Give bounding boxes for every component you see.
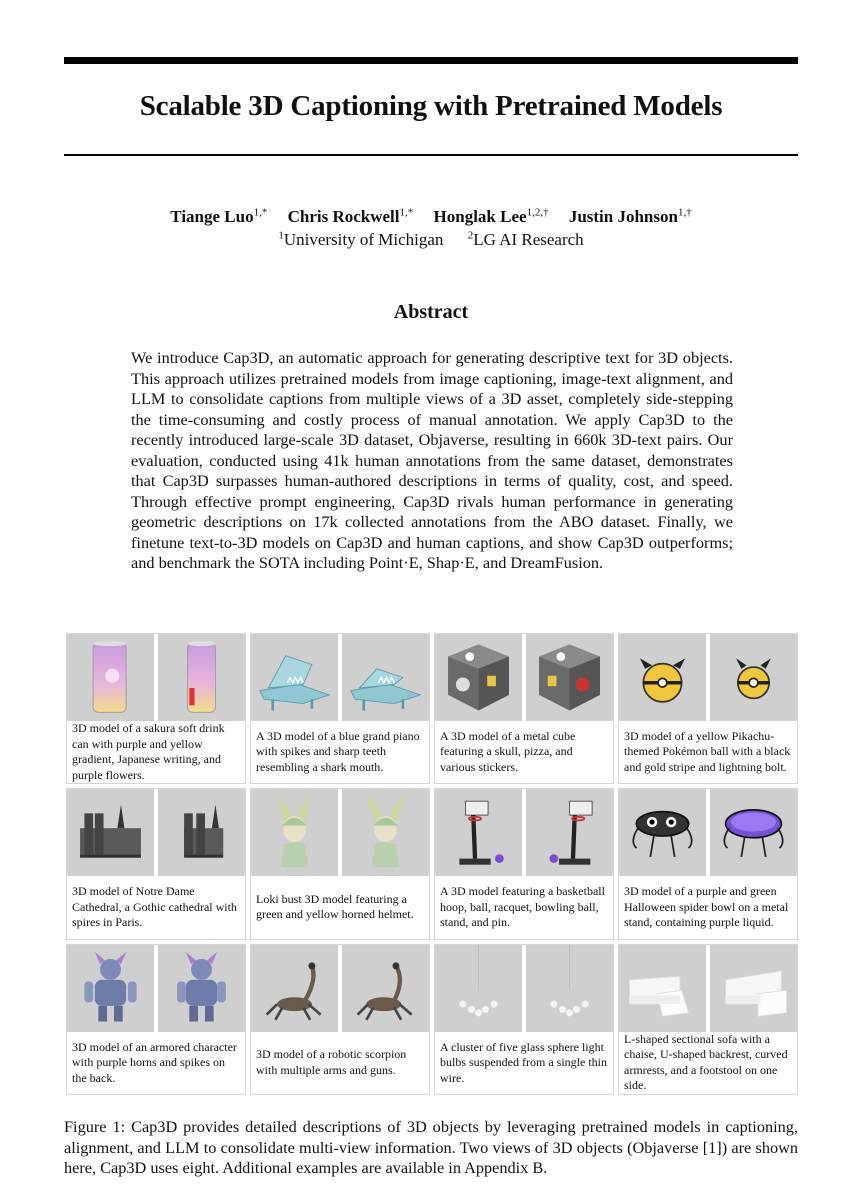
example-views (435, 945, 613, 1032)
figure-example-light-bulbs (434, 944, 614, 1095)
author-list (64, 206, 798, 227)
example-caption: A cluster of five glass sphere light bulbs suspended from a single thin wire. (440, 1039, 607, 1085)
affiliation: $^1$University of Michigan (278, 229, 444, 249)
pokeball-view-1-image (619, 634, 706, 721)
example-caption: 3D model of a yellow Pikachu-themed Pokémon ball with a black and gold stripe and lightning bolt. (624, 729, 791, 774)
figure-example-sticker-cube (434, 633, 614, 784)
author: Tiange Luo$^{1,*}$ (170, 206, 268, 226)
top-rule (64, 57, 798, 64)
sectional-sofa-view-2-image (710, 945, 797, 1032)
soda-can-view-1-image (67, 634, 154, 721)
robot-scorpion-view-2-image (342, 945, 429, 1032)
example-caption: A 3D model of a blue grand piano with spikes and sharp teeth resembling a shark mouth. (256, 729, 420, 774)
shark-piano-view-2-image (342, 634, 429, 721)
figure-example-spider-bowl (618, 788, 798, 939)
figure-caption: Figure 1: Cap3D provides detailed descriptions of 3D objects by leveraging pretrained models in captioning, alignment, and LLM to consolidate multi-view information. Two views of 3D objects (Objaverse [1]) are shown here, Cap3D uses eight. Additional examples are available in Appendix B. (64, 1117, 798, 1177)
author: Chris Rockwell$^{1,*}$ (287, 206, 414, 226)
example-views (435, 789, 613, 876)
example-views (251, 945, 429, 1032)
basketball-hoop-view-2-image (526, 789, 613, 876)
light-bulbs-view-2-image (526, 945, 613, 1032)
example-caption: 3D model of an armored character with purple horns and spikes on the back. (72, 1039, 237, 1085)
affiliation: $^2$LG AI Research (467, 229, 584, 249)
figure-example-basketball-hoop (434, 788, 614, 939)
figure-example-loki-bust (250, 788, 430, 939)
sticker-cube-view-2-image (526, 634, 613, 721)
author: Honglak Lee$^{1,2,\dagger}$ (433, 206, 549, 226)
example-views (67, 634, 245, 721)
example-caption: Loki bust 3D model featuring a green and yellow horned helmet. (256, 892, 414, 922)
shark-piano-view-1-image (251, 634, 338, 721)
abstract-text: We introduce Cap3D, an automatic approach for generating descriptive text for 3D objects. This approach utilizes pretrained models from image captioning, image-text alignment, and LLM to consolidate captions from multiple views of a 3D asset, completely side-stepping the time-consuming and costly process of manual annotation. We apply Cap3D to the recently introduced large-scale 3D dataset, Objaverse, resulting in 660k 3D-text pairs. Our evaluation, conducted using 41k human annotations from the same dataset, demonstrates that Cap3D surpasses human-authored descriptions in terms of quality, cost, and speed. Through effective prompt engineering, Cap3D rivals human performance in generating geometric descriptions on 17k collected annotations from the ABO dataset. Finally, we finetune text-to-3D models on Cap3D and human captions, and show Cap3D outperforms; and benchmark the SOTA including Point·E, Shap·E, and DreamFusion. (131, 348, 733, 572)
example-caption: L-shaped sectional sofa with a chaise, U-shaped backrest, curved armrests, and a footstool on one side. (624, 1032, 788, 1093)
soda-can-view-2-image (158, 634, 245, 721)
abstract-heading: Abstract (393, 301, 469, 323)
sectional-sofa-view-1-image (619, 945, 706, 1032)
example-views (251, 789, 429, 876)
figure-example-shark-piano (250, 633, 430, 784)
figure-example-sectional-sofa (618, 944, 798, 1095)
figure-example-armored-character (66, 944, 246, 1095)
cathedral-view-2-image (158, 789, 245, 876)
example-views (435, 634, 613, 721)
affiliation-list (64, 229, 798, 250)
sticker-cube-view-1-image (435, 634, 522, 721)
robot-scorpion-view-1-image (251, 945, 338, 1032)
figure-example-pokeball (618, 633, 798, 784)
pokeball-view-2-image (710, 634, 797, 721)
example-caption: A 3D model featuring a basketball hoop, ball, racquet, bowling ball, stand, and pin. (440, 884, 605, 930)
title-rule (64, 154, 798, 156)
example-caption: A 3D model of a metal cube featuring a skull, pizza, and various stickers. (440, 729, 576, 774)
loki-bust-view-1-image (251, 789, 338, 876)
paper-title: Scalable 3D Captioning with Pretrained Models (139, 90, 723, 122)
example-views (619, 945, 797, 1032)
figure-example-robot-scorpion (250, 944, 430, 1095)
example-views (619, 634, 797, 721)
loki-bust-view-2-image (342, 789, 429, 876)
figure-example-cathedral (66, 788, 246, 939)
basketball-hoop-view-1-image (435, 789, 522, 876)
example-views (619, 789, 797, 876)
example-caption: 3D model of a robotic scorpion with multiple arms and guns. (256, 1047, 407, 1077)
spider-bowl-view-1-image (619, 789, 706, 876)
example-views (67, 945, 245, 1032)
author: Justin Johnson$^{1,\dagger}$ (568, 206, 692, 226)
example-caption: 3D model of a purple and green Halloween spider bowl on a metal stand, containing purple liquid. (624, 884, 789, 930)
spider-bowl-view-2-image (710, 789, 797, 876)
example-caption: 3D model of a sakura soft drink can with purple and yellow gradient, Japanese writing, and purple flowers. (72, 721, 225, 782)
cathedral-view-1-image (67, 789, 154, 876)
example-caption: 3D model of Notre Dame Cathedral, a Gothic cathedral with spires in Paris. (72, 884, 237, 930)
light-bulbs-view-1-image (435, 945, 522, 1032)
figure-grid (66, 633, 798, 1095)
example-views (251, 634, 429, 721)
armored-character-view-1-image (67, 945, 154, 1032)
example-views (67, 789, 245, 876)
figure-example-soda-can (66, 633, 246, 784)
armored-character-view-2-image (158, 945, 245, 1032)
